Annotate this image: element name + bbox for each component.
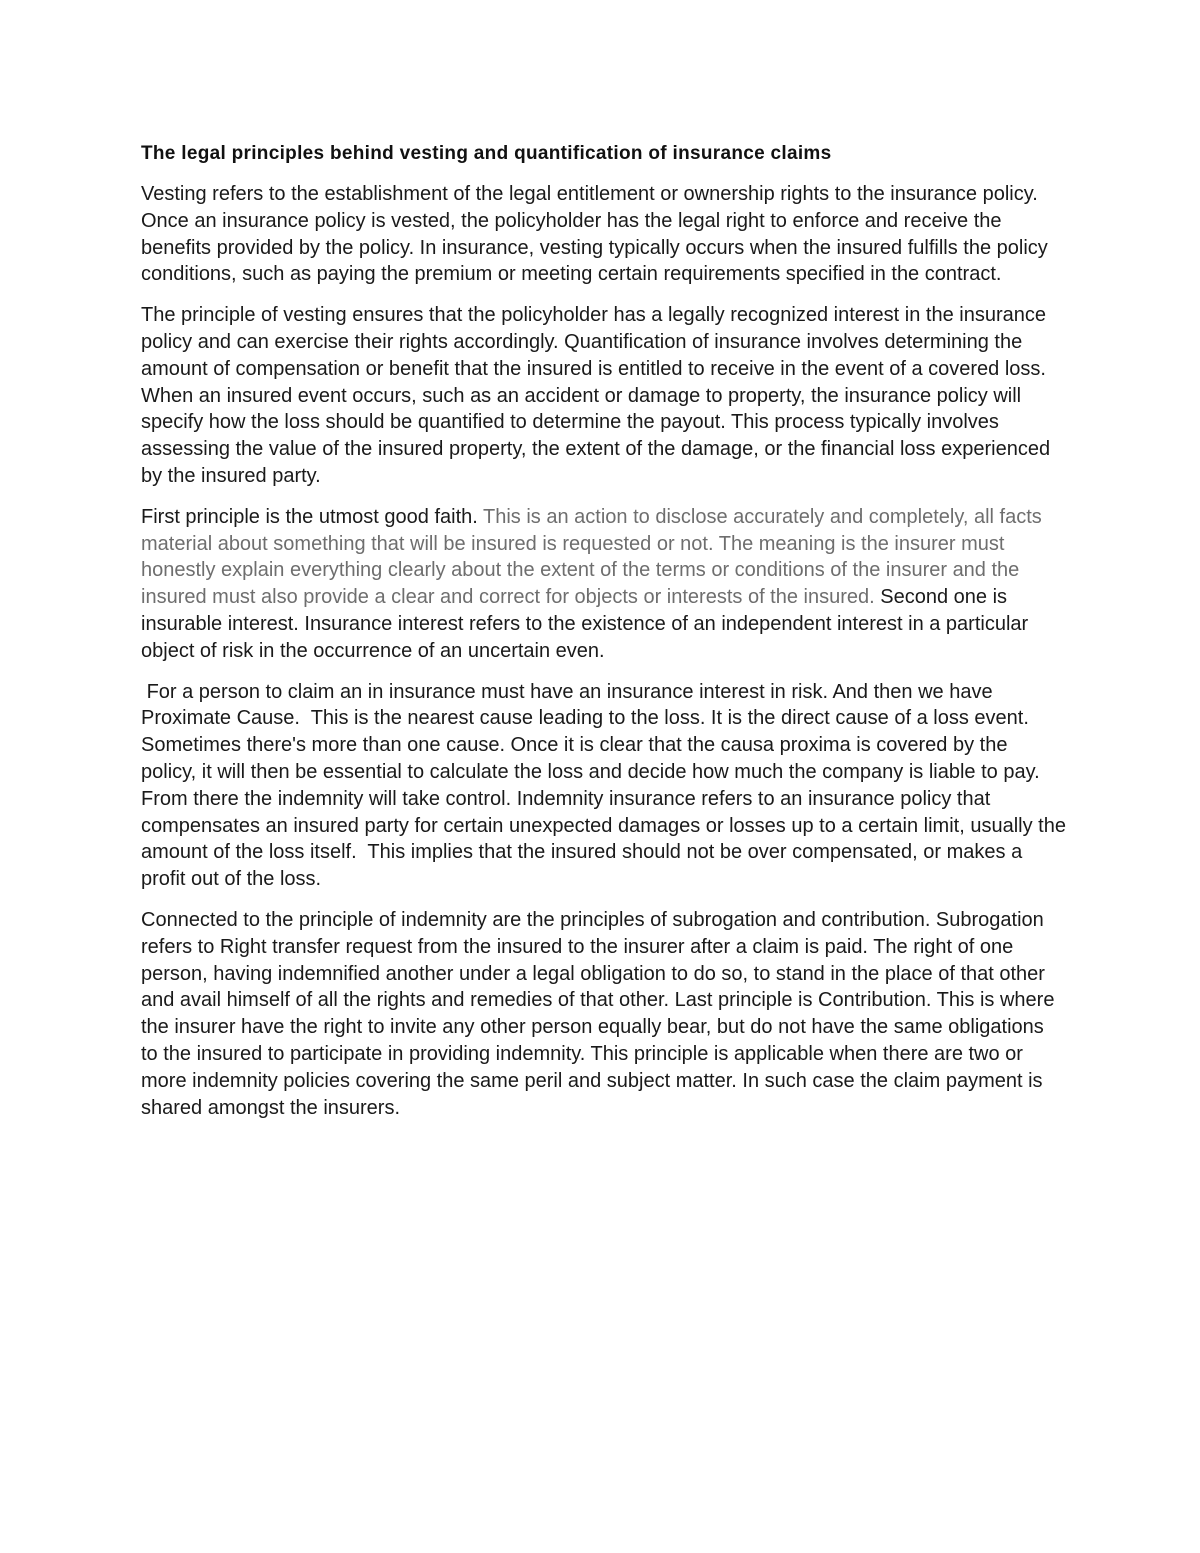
document-title: The legal principles behind vesting and quantification of insurance claims bbox=[141, 143, 832, 164]
paragraph-good-faith-muted: This is an action to disclose accurately and completely, all facts material about something that will be insured is requested or not. The meaning is the insurer must honestly explain everything clearly about the extent of the terms or conditions of the insurer and the insured must also provide a clear and correct for objects or interests of the insured. bbox=[141, 505, 1042, 609]
paragraph-proximate-cause: For a person to claim an in insurance must have an insurance interest in risk. And then we have Proximate Cause. This is the nearest cause leading to the loss. It is the direct cause of a loss event. Sometimes there's more than one cause. Once it is clear that the causa proxima is covered by the policy, it will then be essential to calculate the loss and decide how much the company is liable to pay. From there the indemnity will take control. Indemnity insurance refers to an insurance policy that compensates an insured party for certain unexpected damages or losses up to a certain limit, usually the amount of the loss itself. This implies that the insured should not be over compensated, or makes a profit out of the loss. bbox=[141, 680, 1072, 891]
document-page bbox=[141, 140, 1072, 1135]
paragraph-subrogation-contribution: Connected to the principle of indemnity are the principles of subrogation and contribution. Subrogation refers to Right transfer request from the insured to the insurer after a claim is paid. The right of one person, having indemnified another under a legal obligation to do so, to stand in the place of that other and avail himself of all the rights and remedies of that other. Last principle is Contribution. This is where the insurer have the right to invite any other person equally bear, but do not have the same obligations to the insured to participate in providing indemnity. This principle is applicable when there are two or more indemnity policies covering the same peril and subject matter. In such case the claim payment is shared amongst the insurers. bbox=[141, 908, 1055, 1119]
paragraph-vesting: Vesting refers to the establishment of the legal entitlement or ownership rights to the insurance policy. Once an insurance policy is vested, the policyholder has the legal right to enforce and receive the benefits provided by the policy. In insurance, vesting typically occurs when the insured fulfills the policy conditions, such as paying the premium or meeting certain requirements specified in the contract. bbox=[141, 183, 1048, 286]
paragraph-good-faith bbox=[141, 504, 1066, 665]
paragraph-good-faith-tail: Second one is insurable interest. Insurance interest refers to the existence of an independent interest in a particular object of risk in the occurrence of an uncertain even. bbox=[141, 586, 1029, 662]
paragraph-good-faith-lead: First principle is the utmost good faith. bbox=[141, 505, 484, 528]
paragraph-quantification: The principle of vesting ensures that the policyholder has a legally recognized interest in the insurance policy and can exercise their rights accordingly. Quantification of insurance involves determining the amount of compensation or benefit that the insured is entitled to receive in the event of a covered loss. When an insured event occurs, such as an accident or damage to property, the insurance policy will specify how the loss should be quantified to determine the payout. This process typically involves assessing the value of the insured property, the extent of the damage, or the financial loss experienced by the insured party. bbox=[141, 304, 1051, 487]
